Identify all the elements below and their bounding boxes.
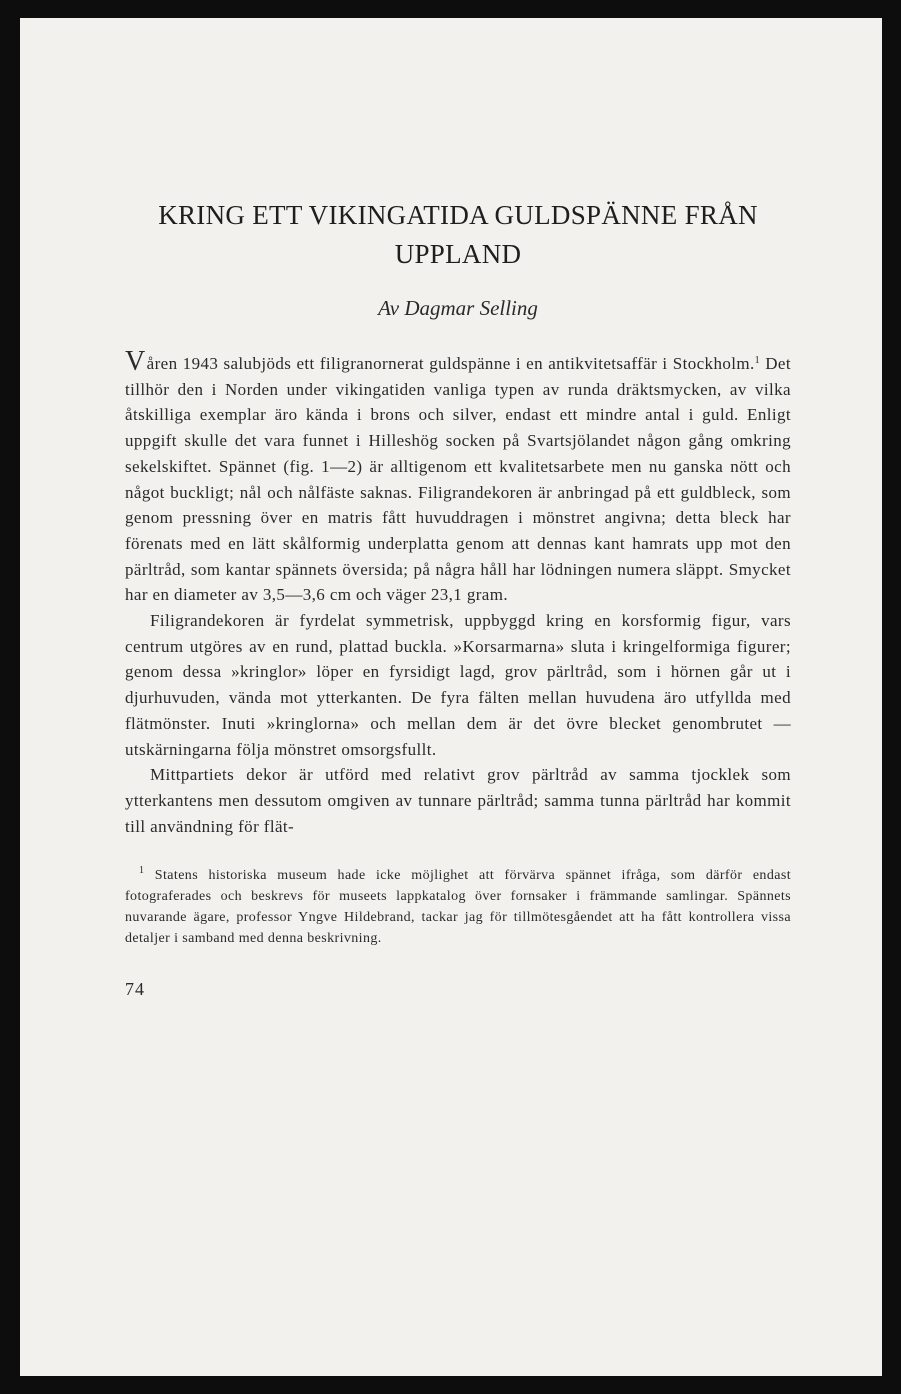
article-title-line2: UPPLAND: [394, 239, 522, 269]
article-title-line1: KRING ETT VIKINGATIDA GULDSPÄNNE FRÅN: [158, 200, 758, 230]
article-body: [125, 346, 791, 839]
footnote: [125, 865, 791, 949]
footnote-body: Statens historiska museum hade icke möjlighet att förvärva spännet ifråga, som därför endast fotograferades och beskrevs för museets lappkatalog över fornsaker i främmande samlingar. Spännets nuvarande ägare, professor Yngve Hildebrand, tackar jag för tillmötesgåendet att ha fått kontrollera vissa detaljer i samband med denna beskrivning.: [125, 868, 791, 947]
footnote-reference: 1: [754, 355, 761, 366]
article-title: [125, 196, 791, 274]
article-byline: Av Dagmar Selling: [378, 296, 538, 320]
page-number: 74: [125, 979, 145, 1000]
footnote-text: [125, 865, 791, 949]
drop-cap: V: [125, 346, 146, 377]
paragraph-3: Mittpartiets dekor är utförd med relativt grov pärltråd av samma tjocklek som ytterkantens men dessutom omgiven av tunnare pärltråd; samma tunna pärltråd har kommit till användning för flät-: [125, 765, 791, 836]
page-content: [125, 196, 791, 1000]
paragraph-1-text-a: åren 1943 salubjöds ett filigranornerat guldspänne i en antikvitetsaffär i Stockholm.: [146, 354, 755, 373]
paragraph-1-text-b: Det tillhör den i Norden under vikingatiden vanliga typen av runda dräktsmycken, av vilka åtskilliga exemplar äro kända i brons och silver, endast ett mindre antal i guld. Enligt uppgift skulle det vara funnet i Hilleshög socken på Svartsjölandet någon gång omkring sekelskiftet. Spännet (fig. 1—2) är alltigenom ett kvalitetsarbete men nu ganska nött och något buckligt; nål och nålfäste saknas. Filigrandekoren är anbringad på ett guldbleck, som genom pressning över en matris fått huvuddragen i mönstret angivna; detta bleck har förenats med en lätt skålformig underplatta genom att dennas kant hamrats upp mot den pärltråd, som kantar spännets översida; på några håll har lödningen numera släppt. Smycket har en diameter av 3,5—3,6 cm och väger 23,1 gram.: [125, 354, 791, 605]
footnote-marker: 1: [139, 865, 145, 877]
paragraph-1: [125, 346, 791, 608]
paragraph-2: Filigrandekoren är fyrdelat symmetrisk, uppbyggd kring en korsformig figur, vars centrum utgöres av en rund, plattad buckla. »Korsarmarna» sluta i kringelformiga figurer; genom dessa »kringlor» löper en fyrsidigt lagd, grov pärltråd, som i hörnen går ut i djurhuvuden, vända mot ytterkanten. De fyra fälten mellan huvudena äro utfyllda med flätmönster. Inuti »kringlorna» och mellan dem är det övre blecket genombrutet — utskärningarna följa mönstret omsorgsfullt.: [125, 611, 791, 759]
